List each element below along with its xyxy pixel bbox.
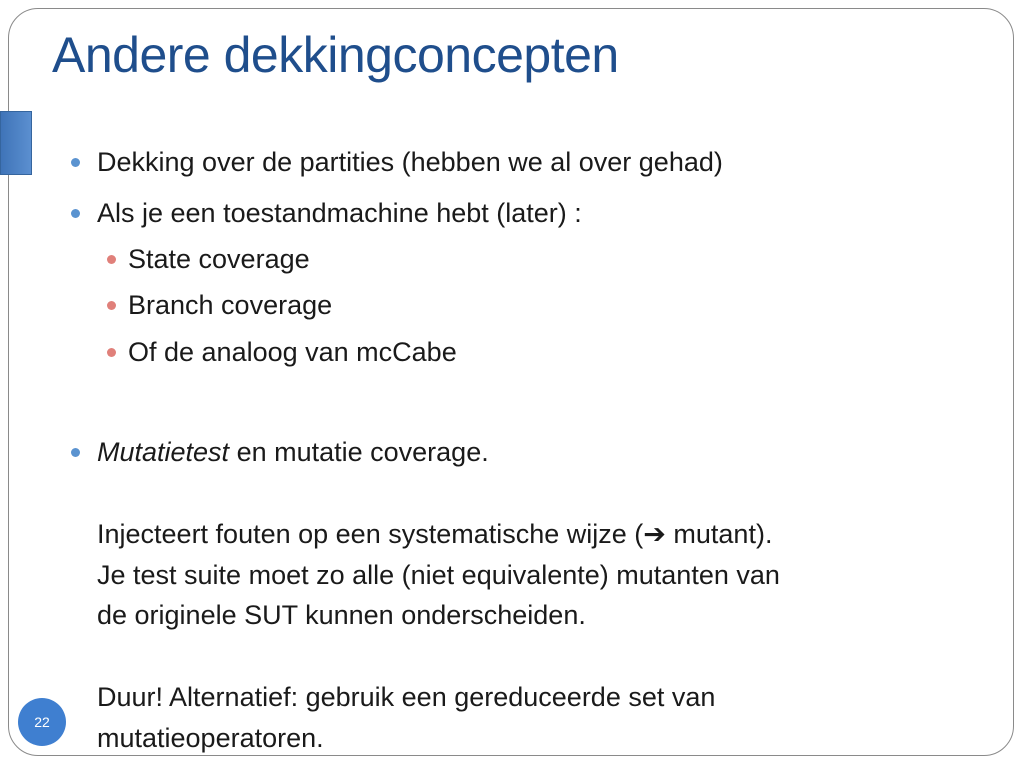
paragraph-text: Injecteert fouten op een systematische wijze ( [97, 519, 644, 549]
sub-bullet-dot-icon [107, 301, 116, 310]
sub-bullet-dot-icon [107, 348, 116, 357]
bullet-dot-icon [71, 448, 80, 457]
mutatietest-term: Mutatietest [97, 437, 230, 467]
right-arrow-icon: ➔ [643, 519, 666, 549]
page-number-badge: 22 [18, 698, 66, 746]
bullet-item [97, 436, 489, 468]
sub-bullet-dot-icon [107, 255, 116, 264]
bullet-item: Als je een toestandmachine hebt (later) : [97, 198, 582, 228]
paragraph-line: Je test suite moet zo alle (niet equivalente) mutanten van [97, 560, 780, 590]
bullet-dot-icon [71, 158, 80, 167]
paragraph-text: mutant). [665, 519, 773, 549]
paragraph-line [97, 518, 772, 550]
slide-title: Andere dekkingconcepten [52, 27, 619, 83]
sub-bullet-item: Of de analoog van mcCabe [128, 337, 457, 367]
bullet-dot-icon [71, 209, 80, 218]
bullet-item: Dekking over de partities (hebben we al over gehad) [97, 147, 723, 177]
paragraph-line: mutatieoperatoren. [97, 723, 324, 753]
sub-bullet-item: State coverage [128, 244, 310, 274]
paragraph-line: de originele SUT kunnen onderscheiden. [97, 600, 586, 630]
bullet-text: en mutatie coverage. [229, 437, 489, 467]
paragraph-line: Duur! Alternatief: gebruik een gereduceerde set van [97, 682, 716, 712]
sub-bullet-item: Branch coverage [128, 290, 333, 320]
